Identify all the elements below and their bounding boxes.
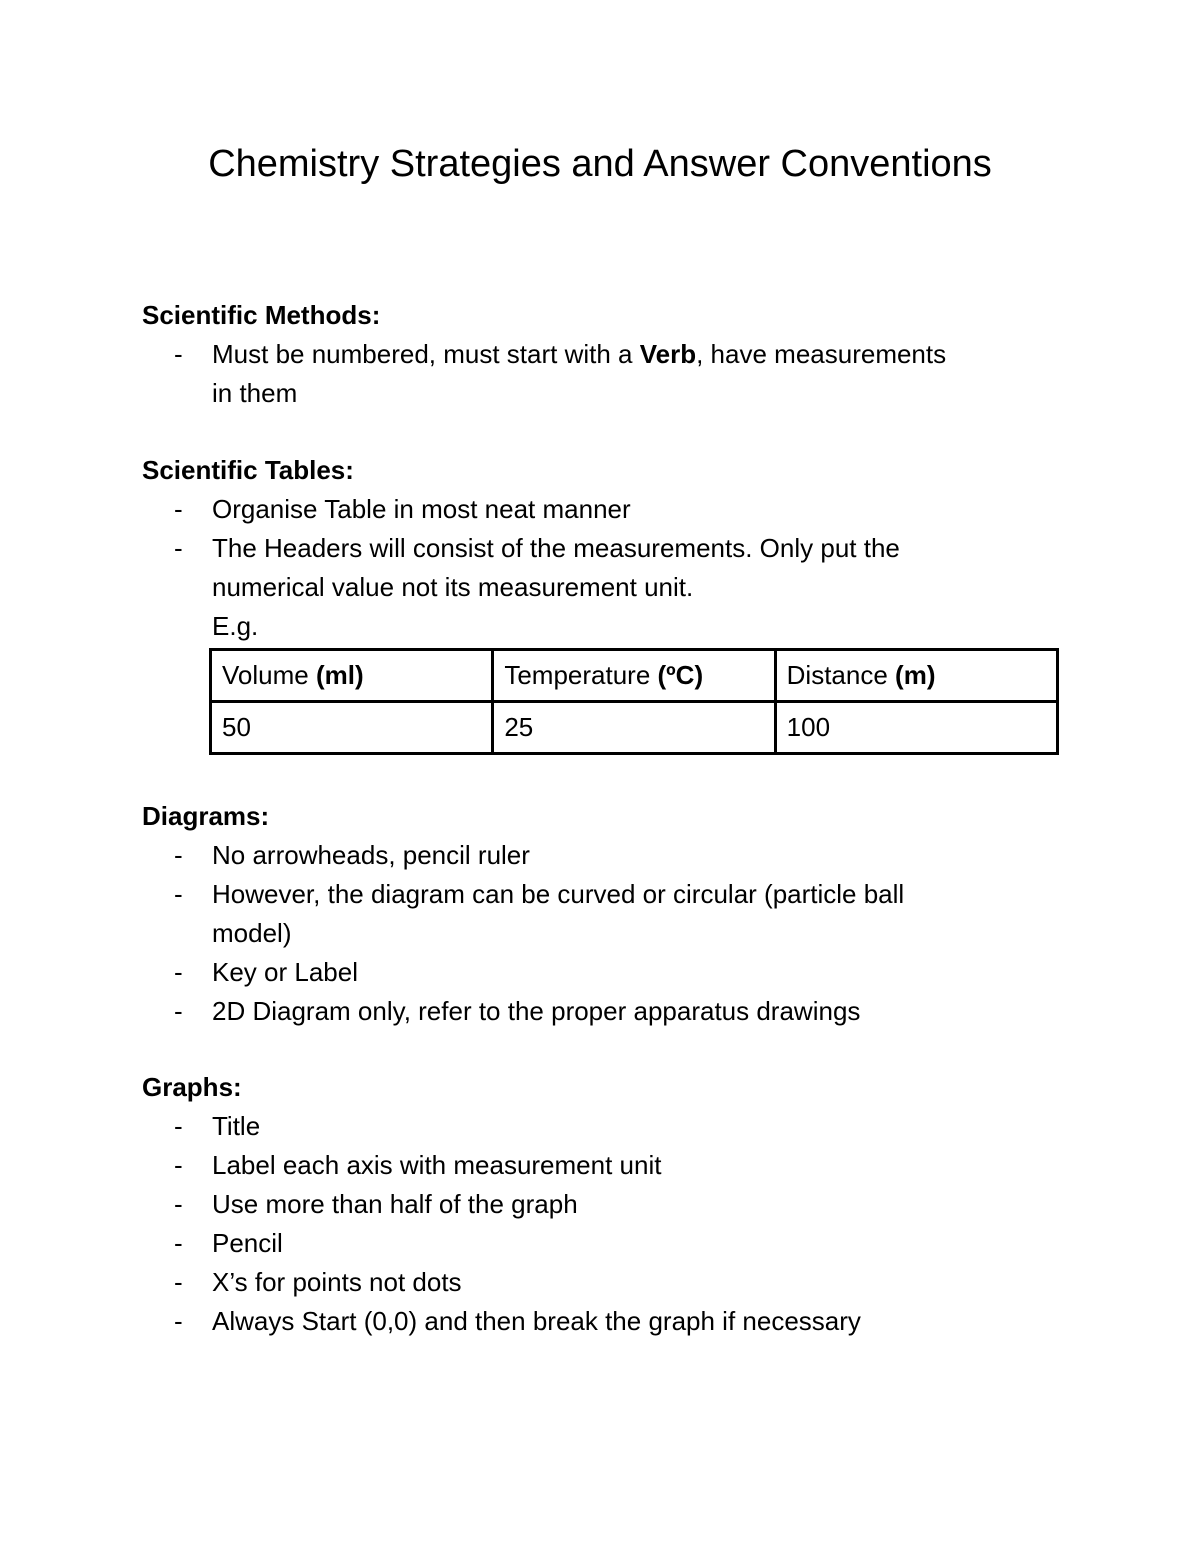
bullet-dash: - [174,957,183,987]
list-item [142,1263,1072,1302]
list-item [142,490,1072,529]
section-scientific-tables [142,451,1072,755]
list-item [142,1185,1072,1224]
table-header-cell [493,650,775,702]
tables-item-text: The Headers will consist of the measurements. Only put the [212,533,900,563]
section-heading-diagrams: Diagrams: [142,801,270,831]
section-diagrams [142,797,1072,1031]
graphs-item-text: Label each axis with measurement unit [212,1150,662,1180]
tables-item-text: Organise Table in most neat manner [212,494,631,524]
list-item [142,1224,1072,1263]
section-heading-tables: Scientific Tables: [142,455,354,485]
list-item [142,1107,1072,1146]
methods-item-text: Must be numbered, must start with a [212,339,640,369]
section-heading-graphs: Graphs: [142,1072,242,1102]
list-item [142,836,1072,875]
diagrams-item-text: However, the diagram can be curved or circular (particle ball [212,879,905,909]
list-item [142,1302,1072,1341]
header-unit: (ml) [315,660,364,690]
methods-list [142,335,1072,413]
methods-item-text-line2: in them [212,378,298,408]
list-item [142,992,1072,1031]
diagrams-item-text-line2: model) [212,918,292,948]
methods-item-bold: Verb [639,339,697,369]
list-item [142,953,1072,992]
diagrams-item-text: No arrowheads, pencil ruler [212,840,530,870]
bullet-dash: - [174,339,183,369]
page-title: Chemistry Strategies and Answer Conventions [208,143,992,185]
tables-list [142,490,1072,607]
bullet-dash: - [174,996,183,1026]
graphs-list [142,1107,1072,1341]
bullet-dash: - [174,840,183,870]
header-name: Distance [786,660,896,690]
list-item [142,875,1072,953]
section-scientific-methods [142,296,1072,413]
header-unit: (m) [895,660,936,690]
methods-item-text-end: , have measurements [696,339,947,369]
bullet-dash: - [174,1150,183,1180]
diagrams-item-text: 2D Diagram only, refer to the proper apparatus drawings [212,996,861,1026]
bullet-dash: - [174,494,183,524]
table-header-row [211,650,1058,702]
bullet-dash: - [174,533,183,563]
bullet-dash: - [174,1267,183,1297]
table-cell: 100 [775,702,1057,754]
bullet-dash: - [174,879,183,909]
bullet-dash: - [174,1111,183,1141]
example-label: E.g. [212,611,259,641]
header-name: Volume [222,660,316,690]
table-cell: 50 [211,702,493,754]
diagrams-item-text: Key or Label [212,957,358,987]
graphs-item-text: Use more than half of the graph [212,1189,578,1219]
section-heading-methods: Scientific Methods: [142,300,381,330]
list-item [142,1146,1072,1185]
graphs-item-text: Title [212,1111,261,1141]
table-header-cell [775,650,1057,702]
table-header-cell [211,650,493,702]
bullet-dash: - [174,1228,183,1258]
list-item [142,335,1072,413]
graphs-item-text: X’s for points not dots [212,1267,462,1297]
list-item [142,529,1072,607]
bullet-dash: - [174,1306,183,1336]
table-cell: 25 [493,702,775,754]
graphs-item-text: Pencil [212,1228,283,1258]
example-table [209,648,1059,755]
bullet-dash: - [174,1189,183,1219]
table-row [211,702,1058,754]
header-name: Temperature [504,660,658,690]
tables-item-text-line2: numerical value not its measurement unit. [212,572,694,602]
graphs-item-text: Always Start (0,0) and then break the graph if necessary [212,1306,861,1336]
header-unit: (ºC) [657,660,704,690]
section-graphs [142,1068,1072,1341]
diagrams-list [142,836,1072,1031]
